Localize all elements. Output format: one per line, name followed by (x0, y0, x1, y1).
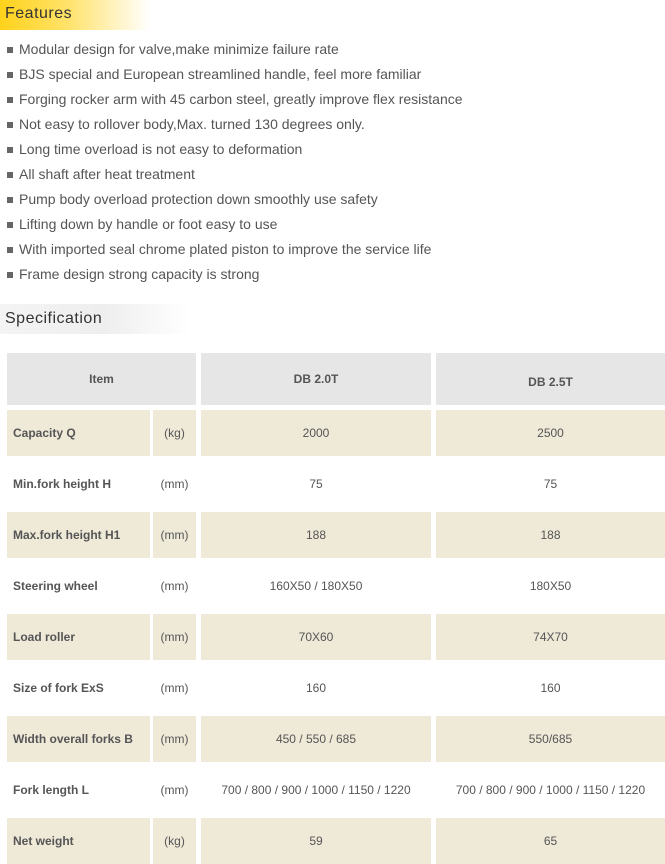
feature-text: Modular design for valve,make minimize failure rate (19, 41, 339, 57)
spec-row-label: Capacity Q (7, 410, 150, 456)
square-bullet-icon (7, 97, 13, 103)
spec-row-label: Load roller (7, 614, 150, 660)
spec-row-unit: (mm) (160, 783, 189, 797)
column-header-model-2: DB 2.5T (436, 353, 665, 405)
spec-row-value-model-2: 2500 (436, 410, 665, 456)
square-bullet-icon (7, 222, 13, 228)
spec-row-unit: (mm) (160, 681, 189, 695)
spec-row-value-model-2: 188 (436, 512, 665, 558)
feature-item (0, 112, 463, 137)
spec-row-unit: (kg) (153, 410, 196, 456)
feature-text: Long time overload is not easy to deformation (19, 141, 303, 157)
square-bullet-icon (7, 197, 13, 203)
feature-item (0, 137, 463, 162)
spec-row-label: Width overall forks B (7, 716, 150, 762)
feature-text: Not easy to rollover body,Max. turned 130 degrees only. (19, 116, 365, 132)
feature-text: Pump body overload protection down smoothly use safety (19, 191, 378, 207)
spec-row-label: Fork length L (13, 783, 89, 797)
feature-text: Lifting down by handle or foot easy to use (19, 216, 278, 232)
spec-row-value-model-2: 550/685 (436, 716, 665, 762)
specification-heading (0, 304, 190, 334)
square-bullet-icon (7, 47, 13, 53)
specification-title: Specification (5, 310, 103, 327)
square-bullet-icon (7, 272, 13, 278)
spec-row-unit: (mm) (160, 579, 189, 593)
features-heading (0, 0, 150, 30)
spec-row-value-model-2: 65 (436, 818, 665, 864)
feature-text: Forging rocker arm with 45 carbon steel, greatly improve flex resistance (19, 91, 463, 107)
spec-row-value-model-1: 700 / 800 / 900 / 1000 / 1150 / 1220 (221, 783, 411, 797)
feature-item (0, 237, 463, 262)
spec-row-value-model-1: 160 (305, 681, 327, 695)
spec-row-value-model-1: 75 (309, 477, 323, 491)
spec-row-unit: (mm) (153, 614, 196, 660)
square-bullet-icon (7, 122, 13, 128)
feature-item (0, 62, 463, 87)
spec-row-value-model-1: 450 / 550 / 685 (201, 716, 431, 762)
square-bullet-icon (7, 72, 13, 78)
feature-item (0, 212, 463, 237)
column-header-item: Item (7, 353, 196, 405)
spec-row-label: Max.fork height H1 (7, 512, 150, 558)
spec-row-label: Steering wheel (13, 579, 98, 593)
square-bullet-icon (7, 247, 13, 253)
feature-item (0, 87, 463, 112)
square-bullet-icon (7, 147, 13, 153)
feature-text: All shaft after heat treatment (19, 166, 195, 182)
spec-row-unit: (mm) (160, 477, 189, 491)
features-title: Features (5, 5, 73, 22)
spec-row-value-model-1: 70X60 (201, 614, 431, 660)
feature-text: With imported seal chrome plated piston to improve the service life (19, 241, 432, 257)
spec-row-label: Min.fork height H (13, 477, 111, 491)
spec-row-label: Net weight (7, 818, 150, 864)
square-bullet-icon (7, 172, 13, 178)
spec-row-value-model-1: 2000 (201, 410, 431, 456)
feature-item (0, 37, 463, 62)
spec-row-value-model-2: 160 (540, 681, 561, 695)
feature-item (0, 162, 463, 187)
spec-row-unit: (kg) (153, 818, 196, 864)
spec-row-value-model-2: 75 (543, 477, 558, 491)
feature-item (0, 262, 463, 287)
feature-text: Frame design strong capacity is strong (19, 266, 260, 282)
spec-row-unit: (mm) (153, 716, 196, 762)
spec-row-value-model-2: 700 / 800 / 900 / 1000 / 1150 / 1220 (455, 783, 646, 797)
column-header-model-1: DB 2.0T (201, 353, 431, 405)
feature-item (0, 187, 463, 212)
spec-row-value-model-1: 59 (201, 818, 431, 864)
spec-row-value-model-2: 74X70 (436, 614, 665, 660)
spec-row-label: Size of fork ExS (13, 681, 104, 695)
spec-row-value-model-2: 180X50 (529, 579, 572, 593)
spec-row-value-model-1: 188 (201, 512, 431, 558)
spec-row-unit: (mm) (153, 512, 196, 558)
features-list (0, 37, 463, 287)
feature-text: BJS special and European streamlined handle, feel more familiar (19, 66, 422, 82)
spec-row-value-model-1: 160X50 / 180X50 (269, 579, 363, 593)
